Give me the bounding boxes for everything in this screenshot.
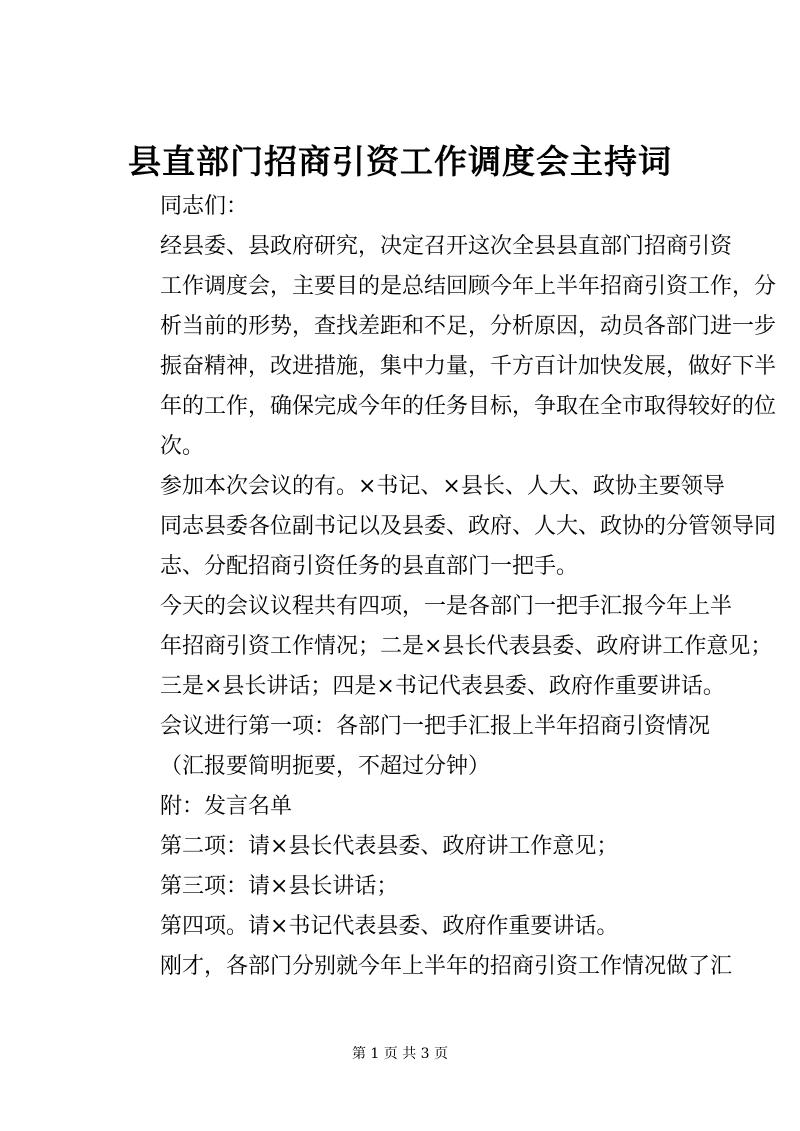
text-line: 年招商引资工作情况；二是×县长代表县委、政府讲工作意见；: [160, 634, 773, 659]
paragraph-attendees: [116, 467, 777, 587]
text-line: 年的工作，确保完成今年的任务目标，争取在全市取得较好的位: [160, 394, 777, 419]
paragraph-salutation: [116, 187, 710, 227]
paragraph-item-two: [116, 827, 710, 867]
text-line: 志、分配招商引资任务的县直部门一把手。: [160, 554, 579, 579]
text-line: 工作调度会，主要目的是总结回顾今年上半年招商引资工作，分: [160, 274, 777, 299]
paragraph-item-three: [116, 867, 710, 907]
text-line: 析当前的形势，查找差距和不足，分析原因，动员各部门进一步: [160, 314, 777, 339]
paragraph-agenda: [116, 587, 773, 707]
paragraph-item-four: [116, 907, 710, 947]
paragraph-summary: [116, 947, 733, 987]
text-line: 次。: [160, 434, 205, 459]
text-line: 第四项。请×书记代表县委、政府作重要讲话。: [160, 914, 619, 939]
text-line: 三是×县长讲话；四是×书记代表县委、政府作重要讲话。: [160, 674, 725, 699]
text-line: 刚才，各部门分别就今年上半年的招商引资工作情况做了汇: [160, 954, 733, 979]
text-line: 同志县委各位副书记以及县委、政府、人大、政协的分管领导同: [160, 514, 777, 539]
text-line: 附：发言名单: [160, 794, 293, 819]
text-line: 第二项：请×县长代表县委、政府讲工作意见；: [160, 834, 619, 859]
paragraph-speaker-list: [116, 787, 710, 827]
text-line: 会议进行第一项：各部门一把手汇报上半年招商引资情况: [160, 714, 711, 739]
document-body: [116, 187, 777, 987]
text-line: 经县委、县政府研究，决定召开这次全县县直部门招商引资: [160, 234, 733, 259]
text-line: （汇报要简明扼要，不超过分钟）: [160, 754, 491, 779]
document-title: 县直部门招商引资工作调度会主持词: [128, 142, 672, 181]
text-line: 振奋精神，改进措施，集中力量，千方百计加快发展，做好下半: [160, 354, 777, 379]
text-line: 参加本次会议的有。×书记、×县长、人大、政协主要领导: [160, 474, 725, 499]
text-line: 同志们：: [160, 194, 249, 219]
paragraph-meeting-purpose: [116, 227, 777, 467]
text-line: 今天的会议议程共有四项，一是各部门一把手汇报今年上半: [160, 594, 733, 619]
text-line: 第三项：请×县长讲话；: [160, 874, 399, 899]
paragraph-item-one: [116, 707, 710, 787]
page-number: 第 1 页 共 3 页: [351, 1046, 449, 1062]
